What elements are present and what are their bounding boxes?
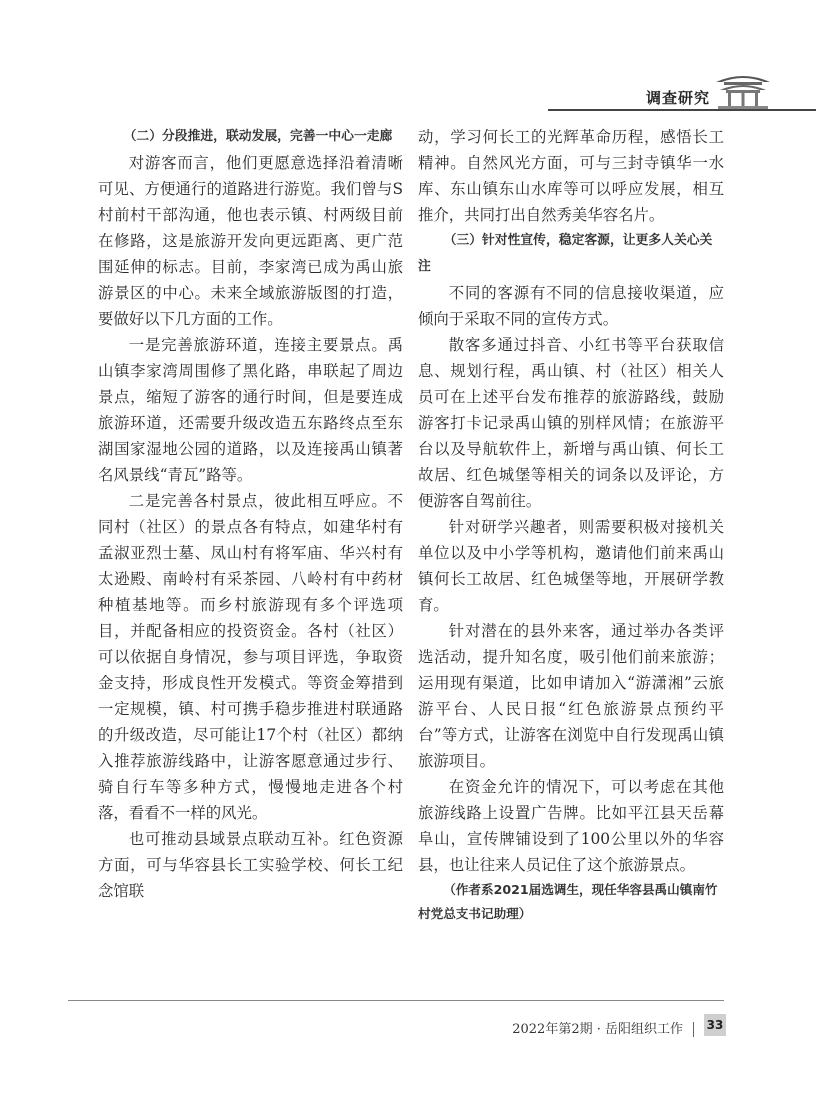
section-heading-2: （二）分段推进，联动发展，完善一中心一走廊 bbox=[123, 129, 393, 144]
left-column bbox=[98, 124, 403, 904]
paragraph: 针对研学兴趣者，则需要积极对接机关单位以及中小学等机构，邀请他们前来禹山镇何长工故居、红色城堡等地，开展研学教育。 bbox=[418, 518, 724, 614]
paragraph: 不同的客源有不同的信息接收渠道，应倾向于采取不同的宣传方式。 bbox=[418, 284, 724, 328]
footer-divider bbox=[68, 1000, 724, 1001]
pavilion-logo-icon bbox=[714, 68, 772, 112]
paragraph: 在资金允许的情况下，可以考虑在其他旅游线路上设置广告牌。比如平江县天岳幕阜山，宣传牌铺设到了100公里以外的华容县，也让往来人员记住了这个旅游景点。 bbox=[418, 778, 724, 874]
section-heading-3: （三）针对性宣传，稳定客源，让更多人关心关注 bbox=[418, 233, 713, 274]
paragraph: 对游客而言，他们更愿意选择沿着清晰可见、方便通行的道路进行游览。我们曾与S村前村干部沟通，他也表示镇、村两级目前在修路，这是旅游开发向更远距离、更广范围延伸的标志。目前，李家湾已成为禹山旅游景区的中心。未来全域旅游版图的打造，要做好以下几方面的工作。 bbox=[98, 154, 403, 328]
issue-info: 2022年第2期 · 岳阳组织工作 bbox=[512, 1022, 683, 1037]
paragraph: 散客多通过抖音、小红书等平台获取信息、规划行程，禹山镇、村（社区）相关人员可在上述平台发布推荐的旅游路线，鼓励游客打卡记录禹山镇的别样风情；在旅游平台以及导航软件上，新增与禹山镇、何长工故居、红色城堡等相关的词条以及评论，方便游客自驾前往。 bbox=[418, 336, 724, 510]
paragraph: 二是完善各村景点，彼此相互呼应。不同村（社区）的景点各有特点，如建华村有孟淑亚烈士墓、凤山村有将军庙、华兴村有太逊殿、南岭村有采茶园、八岭村有中药材种植基地等。而乡村旅游现有多个评选项目，并配备相应的投资资金。各村（社区）可以依据自身情况，参与项目评选，争取资金支持，形成良性开发模式。等资金筹措到一定规模，镇、村可携手稳步推进村联通路的升级改造，尽可能让17个村（社区）都纳入推荐旅游线路中，让游客愿意通过步行、骑自行车等多种方式，慢慢地走进各个村落，看看不一样的风光。 bbox=[98, 492, 403, 822]
author-note: （作者系2021届选调生，现任华容县禹山镇南竹村党总支书记助理） bbox=[418, 882, 718, 921]
footer-separator bbox=[693, 1022, 694, 1037]
paragraph: 针对潜在的县外来客，通过举办各类评选活动，提升知名度，吸引他们前来旅游；运用现有渠道，比如申请加入“游潇湘”云旅游平台、人民日报“红色旅游景点预约平台”等方式，让游客在浏览中自行发现禹山镇旅游项目。 bbox=[418, 622, 724, 770]
section-title: 调查研究 bbox=[645, 89, 710, 107]
paragraph: 一是完善旅游环道，连接主要景点。禹山镇李家湾周围修了黑化路，串联起了周边景点，缩短了游客的通行时间，但是要连成旅游环道，还需要升级改造五东路终点至东湖国家湿地公园的道路，以及连接禹山镇著名风景线“青瓦”路等。 bbox=[98, 336, 403, 484]
paragraph: 也可推动县域景点联动互补。红色资源方面，可与华容县长工实验学校、何长工纪念馆联 bbox=[98, 830, 403, 900]
right-column bbox=[418, 124, 724, 926]
footer bbox=[512, 1018, 704, 1037]
paragraph-continued: 动，学习何长工的光辉革命历程，感悟长工精神。自然风光方面，可与三封寺镇华一水库、东山镇东山水库等可以呼应发展，相互推介，共同打出自然秀美华容名片。 bbox=[418, 128, 724, 224]
header-divider bbox=[548, 109, 816, 111]
page-header bbox=[0, 0, 816, 120]
page-number: 33 bbox=[704, 1014, 726, 1036]
